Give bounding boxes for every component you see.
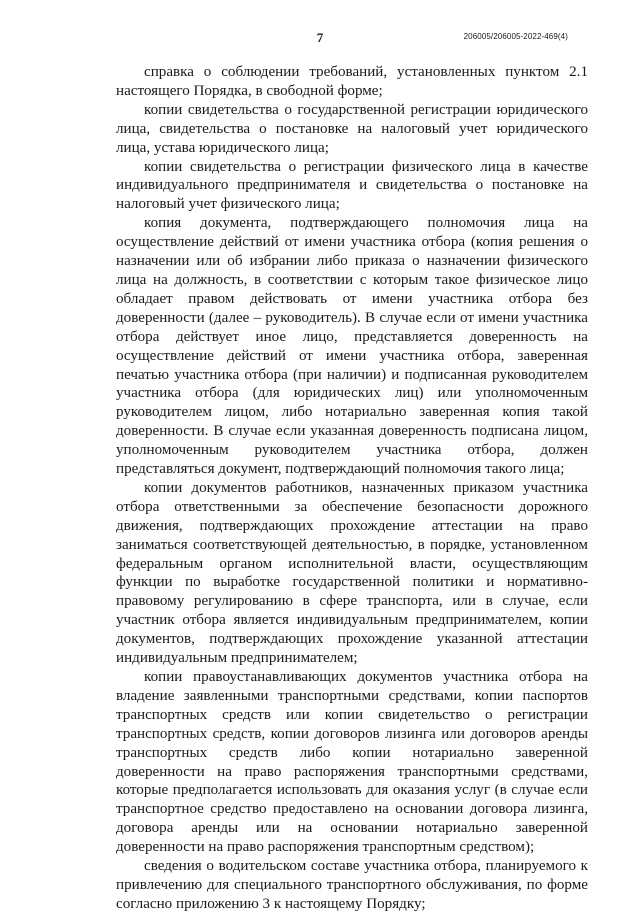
paragraph-vehicle-ownership-documents: копии правоустанавливающих документов участника отбора на владение заявленными транспортными средствами, копии паспортов транспортных средств или копии свидетельство о регистрации транспортных средств, копии договоров лизинга или договоров аренды транспортных средств либо копии нотариально заверенной доверенности на право распоряжения транспортными средствами, которые предполагается использовать для оказания услуг (в случае если транспортное средство предоставлено на основании договора лизинга, договора аренды или на основании нотариально заверенной доверенности на право распоряжения транспортным средством); — [116, 669, 588, 856]
paragraph-driver-staff-information: сведения о водительском составе участника отбора, планируемого к привлечению для специального транспортного обслуживания, по форме согласно приложению 3 к настоящему Порядку; — [116, 858, 588, 912]
paragraph-authority-document: копия документа, подтверждающего полномочия лица на осуществление действий от имени участника отбора (копия решения о назначении или об избрании либо приказа о назначении физического лица на должность, в соответствии с которым такое физическое лицо обладает правом действовать от имени участника отбора без доверенности (далее – руководитель). В случае если от имени участника отбора действует иное лицо, представляется доверенность на осуществление действий от имени участника отбора, заверенная печатью участника отбора (при наличии) и подписанная руководителем участника отбора (для юридических лиц) или уполномоченным руководителем лицом, либо нотариально заверенная копия такой доверенности. В случае если указанная доверенность подписана лицом, уполномоченным руководителем участника отбора, должен представляться документ, подтверждающий полномочия такого лица; — [116, 215, 588, 478]
document-body — [116, 63, 588, 914]
paragraph-legal-entity-registration: копии свидетельства о государственной регистрации юридического лица, свидетельства о постановке на налоговый учет юридического лица, устава юридического лица; — [116, 101, 588, 156]
paragraph-individual-entrepreneur-registration: копии свидетельства о регистрации физического лица в качестве индивидуального предпринимателя и свидетельства о постановке на налоговый учет физического лица; — [116, 158, 588, 213]
paragraph-employee-certification: копии документов работников, назначенных приказом участника отбора ответственными за обеспечение безопасности дорожного движения, подтверждающих прохождение аттестации на право заниматься соответствующей деятельностью, в порядке, установленном федеральным органом исполнительной власти, осуществляющим функции по выработке государственной политики и нормативно-правовому регулированию в сфере транспорта, или в случае, если участник отбора является индивидуальным предпринимателем, копии документов, подтверждающих прохождение указанной аттестации индивидуальным предпринимателем; — [116, 479, 588, 667]
page-number: 7 — [316, 30, 324, 45]
document-code: 206005/206005-2022-469(4) — [463, 32, 568, 41]
paragraph-compliance-certificate: справка о соблюдении требований, установленных пунктом 2.1 настоящего Порядка, в свободной форме; — [116, 64, 588, 99]
